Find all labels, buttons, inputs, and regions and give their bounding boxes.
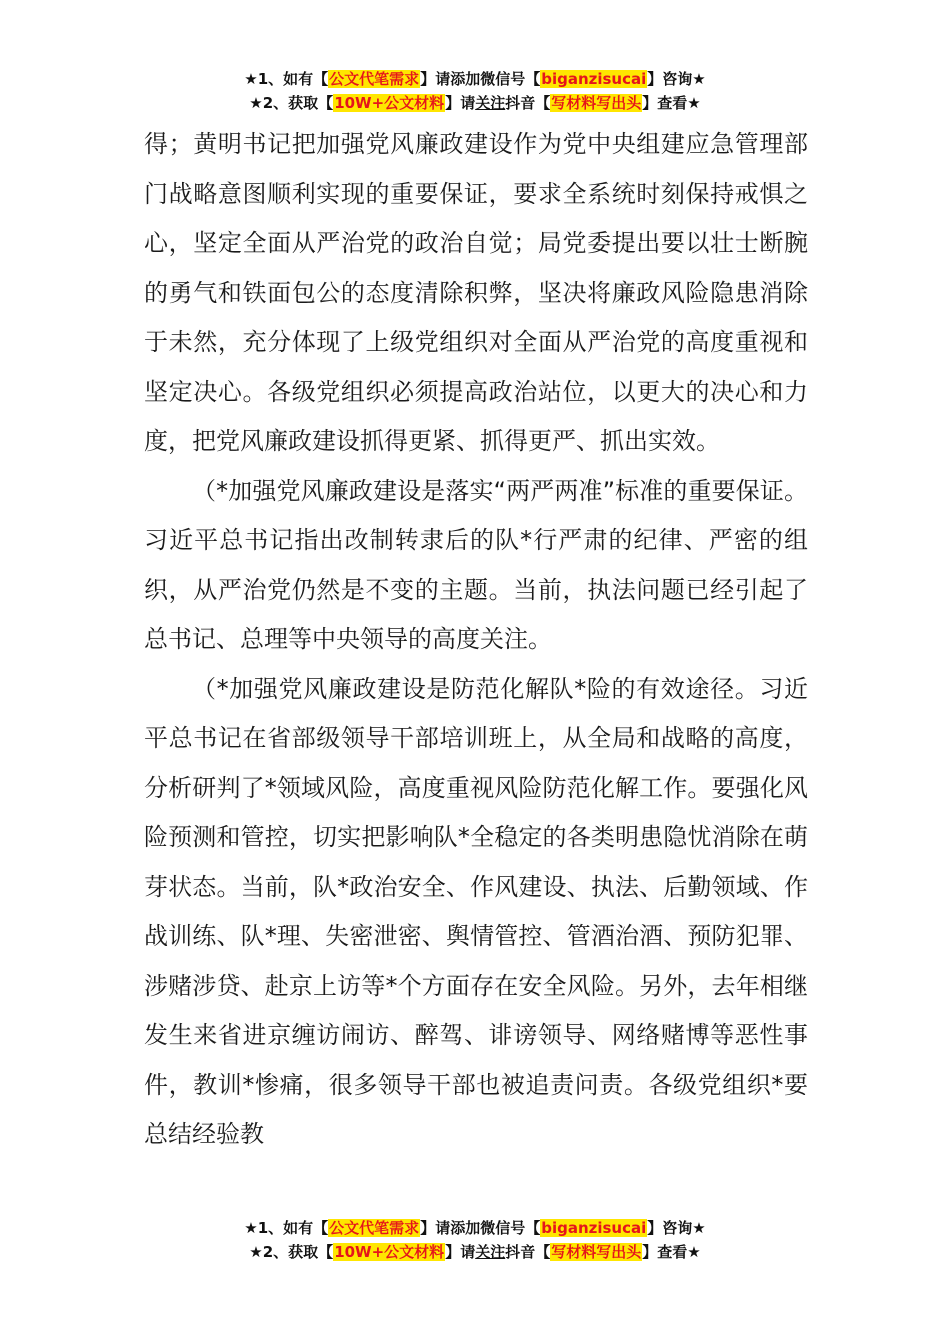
banner-text: ★1、如有【 <box>244 70 329 88</box>
paragraph: （*加强党风廉政建设是防范化解队*险的有效途径。习近平总书记在省部级领导干部培训班上，从全局和战略的高度，分析研判了*领域风险，高度重视风险防范化解工作。要强化风险预测和管控，切实把影响队*全稳定的各类明患隐忧消除在萌芽状态。当前，队*政治安全、作风建设、执法、后勤领域、作战训练、队*理、失密泄密、舆情管控、管酒治酒、预防犯罪、涉赌涉贷、赴京上访等*个方面存在安全风险。另外，去年相继发生来省进京缠访闹访、醉驾、诽谤领导、网络赌博等恶性事件，教训*惨痛，很多领导干部也被追责问责。各级党组织*要总结经验教 <box>144 674 808 1148</box>
banner-line-1 <box>0 1216 950 1240</box>
banner-text: 抖音【 <box>505 94 551 112</box>
paragraph: 得；黄明书记把加强党风廉政建设作为党中央组建应急管理部门战略意图顺利实现的重要保证，要求全系统时刻保持戒惧之心，坚定全面从严治党的政治自觉；局党委提出要以壮士断腕的勇气和铁面包公的态度清除积弊，坚决将廉政风险隐患消除于未然，充分体现了上级党组织对全面从严治党的高度重视和坚定决心。各级党组织必须提高政治站位，以更大的决心和力度，把党风廉政建设抓得更紧、抓得更严、抓出实效。 <box>144 130 808 455</box>
banner-highlight-account: 写材料写出头 <box>551 94 642 112</box>
banner-text: 抖音【 <box>505 1243 551 1261</box>
banner-text: 】请添加微信号【 <box>420 1219 541 1237</box>
banner-text: 】咨询★ <box>647 1219 706 1237</box>
banner-underlined-follow: 关注 <box>475 1243 506 1261</box>
banner-text: 】请添加微信号【 <box>420 70 541 88</box>
banner-highlight-account: 写材料写出头 <box>551 1243 642 1261</box>
banner-highlight-wechat-id: biganzisucai <box>541 1219 647 1237</box>
banner-text: ★2、获取【 <box>249 94 334 112</box>
banner-line-2 <box>0 1240 950 1264</box>
header-banner <box>0 67 950 115</box>
banner-highlight-wechat-id: biganzisucai <box>541 70 647 88</box>
document-body <box>144 120 808 1160</box>
banner-text: 】咨询★ <box>647 70 706 88</box>
banner-line-1 <box>0 67 950 91</box>
banner-text: ★2、获取【 <box>249 1243 334 1261</box>
banner-highlight-materials: 10W+公文材料 <box>334 1243 445 1261</box>
footer-banner <box>0 1216 950 1264</box>
banner-text: 】查看★ <box>642 1243 701 1261</box>
banner-text: 】查看★ <box>642 94 701 112</box>
banner-text: 】请 <box>445 94 476 112</box>
banner-underlined-follow: 关注 <box>475 94 506 112</box>
banner-highlight-service: 公文代笔需求 <box>329 70 420 88</box>
banner-highlight-materials: 10W+公文材料 <box>334 94 445 112</box>
banner-text: 】请 <box>445 1243 476 1261</box>
banner-line-2 <box>0 91 950 115</box>
banner-highlight-service: 公文代笔需求 <box>329 1219 420 1237</box>
paragraph: （*加强党风廉政建设是落实“两严两准”标准的重要保证。习近平总书记指出改制转隶后的队*行严肃的纪律、严密的组织，从严治党仍然是不变的主题。当前，执法问题已经引起了总书记、总理等中央领导的高度关注。 <box>144 476 808 653</box>
banner-text: ★1、如有【 <box>244 1219 329 1237</box>
